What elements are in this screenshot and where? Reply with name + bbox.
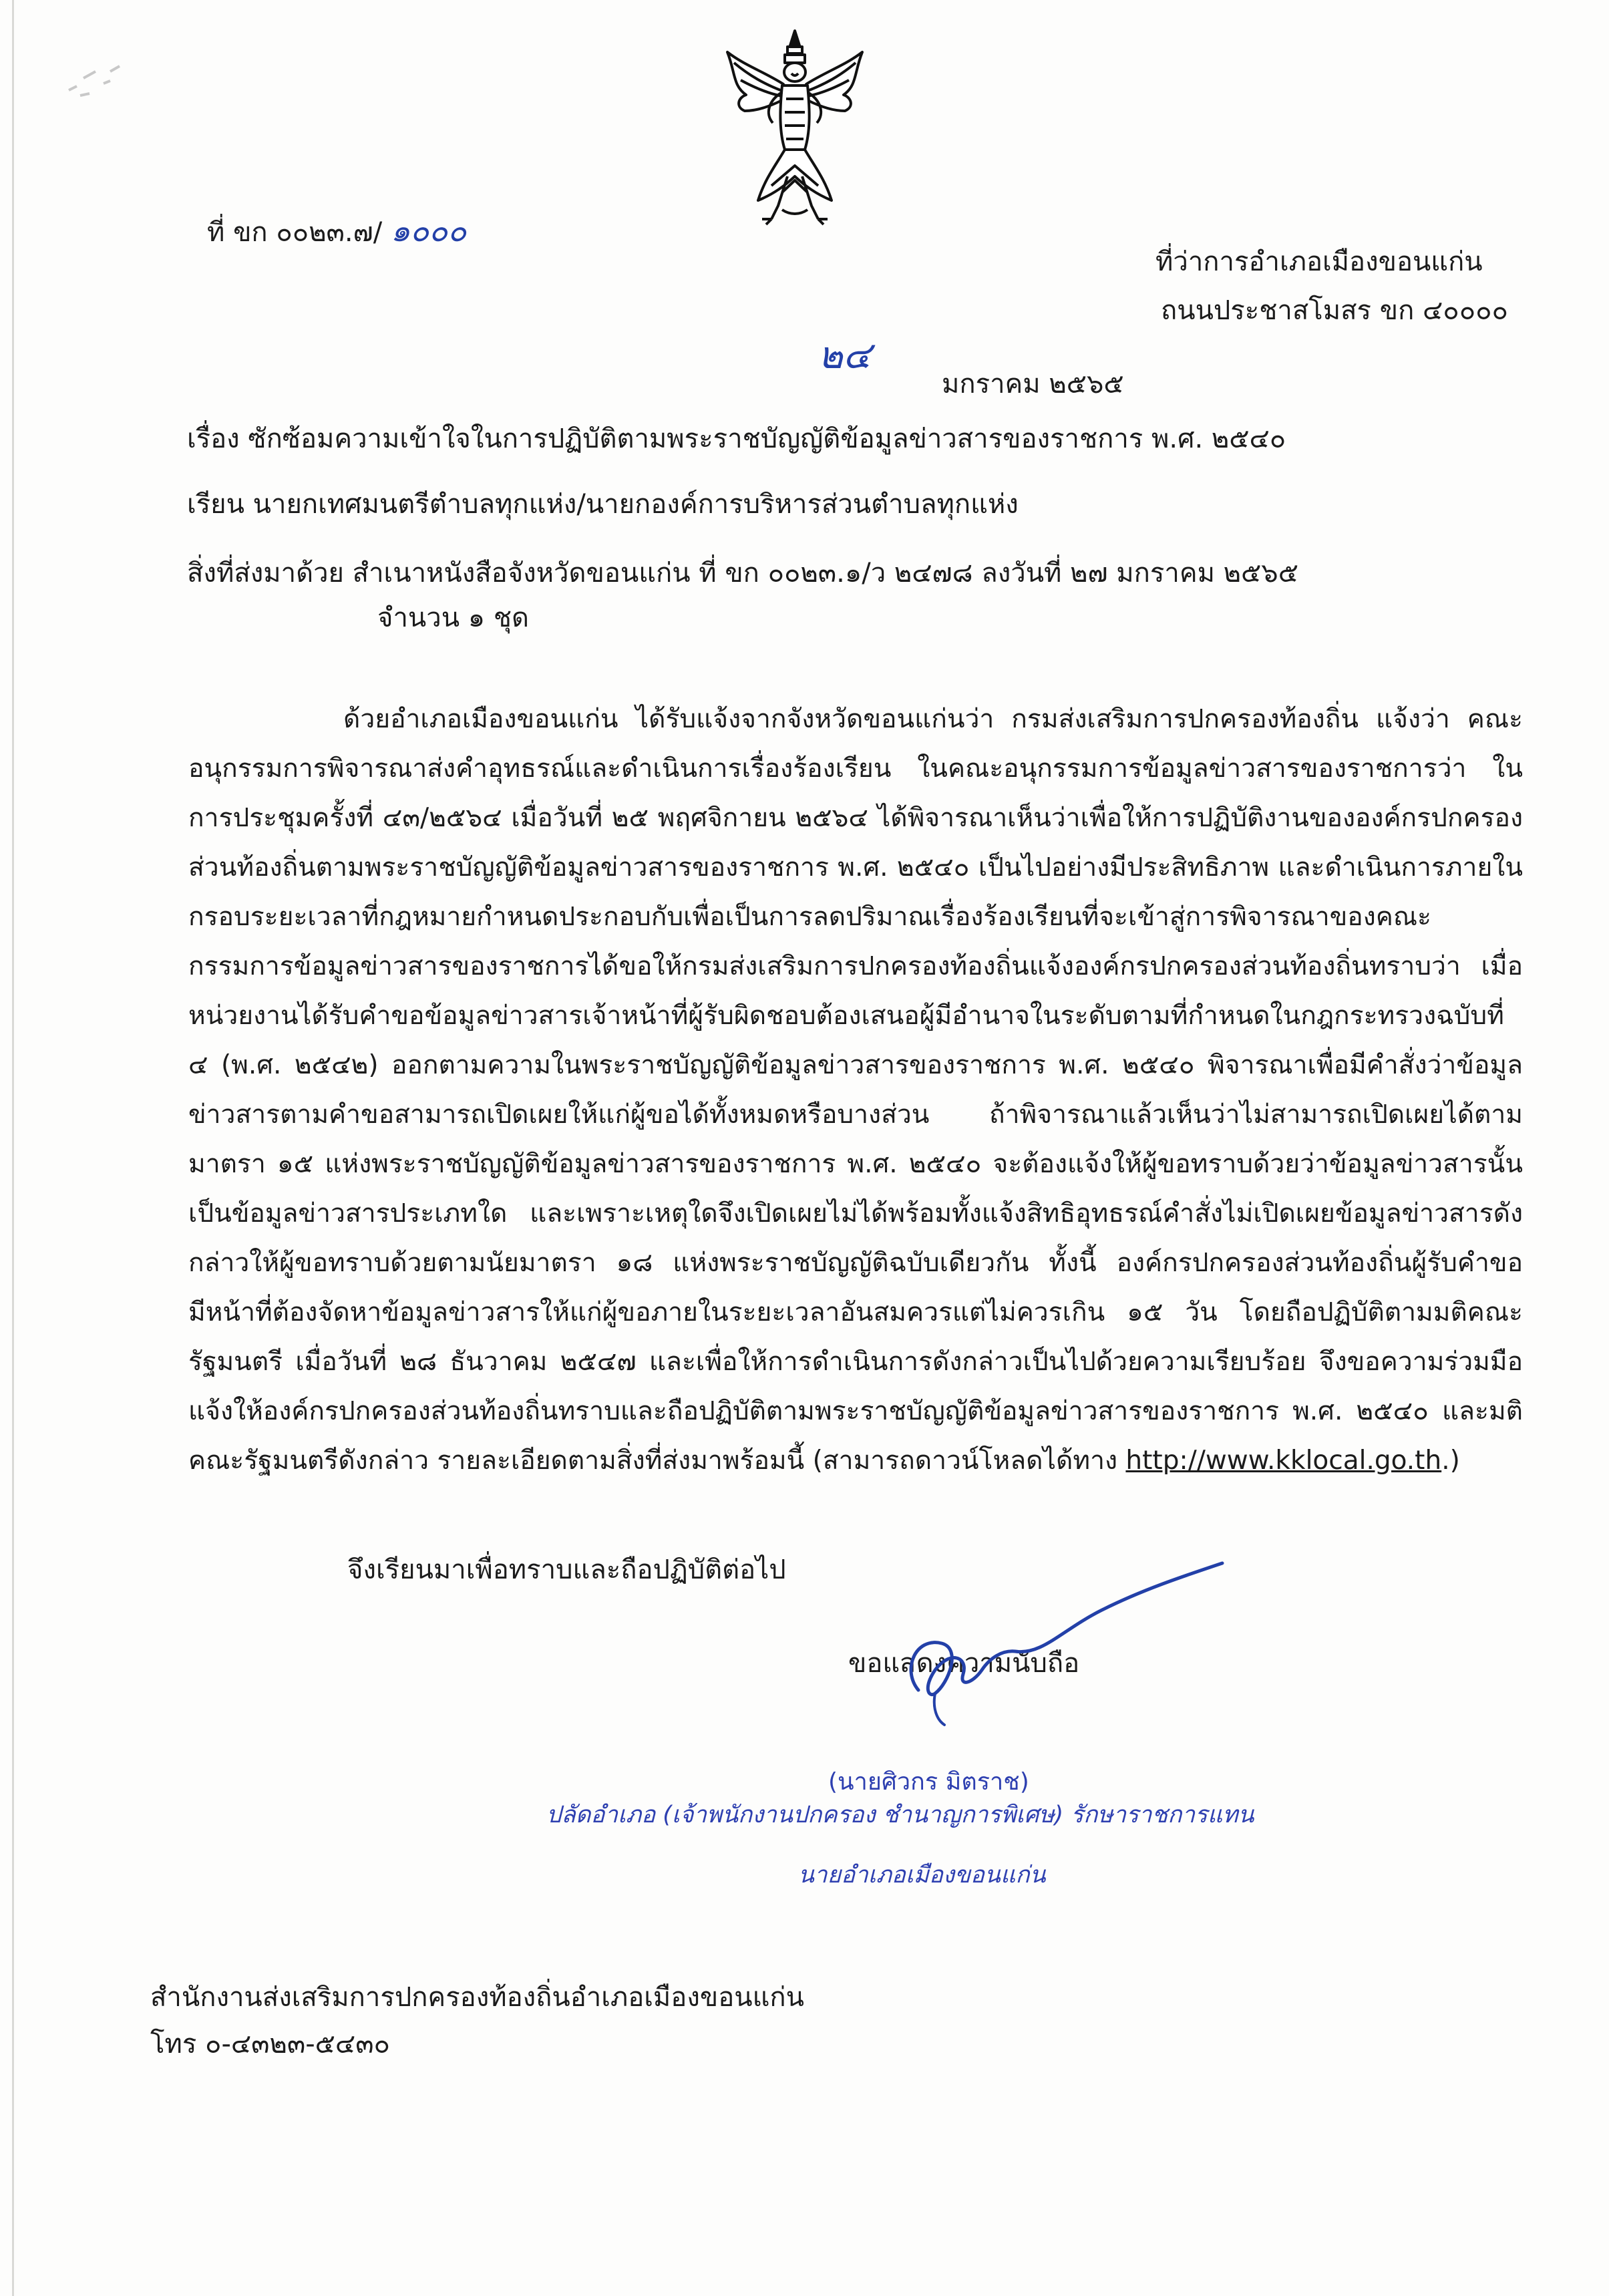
date-day-handwritten: ๒๔ <box>818 334 872 377</box>
letter-body <box>188 695 1523 1486</box>
signatory-name: (นายศิวกร มิตราช) <box>828 1768 1029 1796</box>
handwritten-signature <box>888 1556 1236 1730</box>
garuda-emblem-icon <box>718 25 872 226</box>
body-paragraph-text: ด้วยอำเภอเมืองขอนแก่น ได้รับแจ้งจากจังหวัดขอนแก่นว่า กรมส่งเสริมการปกครองท้องถิ่น แจ้งว่า คณะอนุกรรมการพิจารณาส่งคำอุทธรณ์และดำเนินการเรื่องร้องเรียน ในคณะอนุกรรมการข้อมูลข่าวสารของราชการว่า ในการประชุมครั้งที่ ๔๓/๒๕๖๔ เมื่อวันที่ ๒๕ พฤศจิกายน ๒๕๖๔ ได้พิจารณาเห็นว่าเพื่อให้การปฏิบัติงานขององค์กรปกครองส่วนท้องถิ่นตามพระราชบัญญัติข้อมูลข่าวสารของราชการ พ.ศ. ๒๕๔๐ เป็นไปอย่างมีประสิทธิภาพ และดำเนินการภายในกรอบระยะเวลาที่กฎหมายกำหนดประกอบกับเพื่อเป็นการลดปริมาณเรื่องร้องเรียนที่จะเข้าสู่การพิจารณาของคณะกรรมการข้อมูลข่าวสารของราชการได้ขอให้กรมส่งเสริมการปกครองท้องถิ่นแจ้งองค์กรปกครองส่วนท้องถิ่นทราบว่า เมื่อหน่วยงานได้รับคำขอข้อมูลข่าวสารเจ้าหน้าที่ผู้รับผิดชอบต้องเสนอผู้มีอำนาจในระดับตามที่กำหนดในกฎกระทรวงฉบับที่ ๔ (พ.ศ. ๒๕๔๒) ออกตามความในพระราชบัญญัติข้อมูลข่าวสารของราชการ พ.ศ. ๒๕๔๐ พิจารณาเพื่อมีคำสั่งว่าข้อมูลข่าวสารตามคำขอสามารถเปิดเผยให้แก่ผู้ขอได้ทั้งหมดหรือบางส่วน ถ้าพิจารณาแล้วเห็นว่าไม่สามารถเปิดเผยได้ตามมาตรา ๑๕ แห่งพระราชบัญญัติข้อมูลข่าวสารของราชการ พ.ศ. ๒๕๔๐ จะต้องแจ้งให้ผู้ขอทราบด้วยว่าข้อมูลข่าวสารนั้นเป็นข้อมูลข่าวสารประเภทใด และเพราะเหตุใดจึงเปิดเผยไม่ได้พร้อมทั้งแจ้งสิทธิอุทธรณ์คำสั่งไม่เปิดเผยข้อมูลข่าวสารดังกล่าวให้ผู้ขอทราบด้วยตามนัยมาตรา ๑๘ แห่งพระราชบัญญัติฉบับเดียวกัน ทั้งนี้ องค์กรปกครองส่วนท้องถิ่นผู้รับคำขอมีหน้าที่ต้องจัดหาข้อมูลข่าวสารให้แก่ผู้ขอภายในระยะเวลาอันสมควรแต่ไม่ควรเกิน ๑๕ วัน โดยถือปฏิบัติตามมติคณะรัฐมนตรี เมื่อวันที่ ๒๘ ธันวาคม ๒๕๔๗ และเพื่อให้การดำเนินการดังกล่าวเป็นไปด้วยความเรียบร้อย จึงขอความร่วมมือแจ้งให้องค์กรปกครองส่วนท้องถิ่นทราบและถือปฏิบัติตามพระราชบัญญัติข้อมูลข่าวสารของราชการ พ.ศ. ๒๕๔๐ และมติคณะรัฐมนตรีดังกล่าว รายละเอียดตามสิ่งที่ส่งมาพร้อมนี้ (สามารถดาวน์โหลดได้ทาง <box>188 704 1523 1476</box>
page-edge-line <box>12 0 14 2296</box>
reference-number-handwritten: ๑๐๐๐ <box>390 212 467 249</box>
sender-office-address-line2: ถนนประชาสโมสร ขก ๔๐๐๐๐ <box>1161 295 1508 326</box>
letter-subject: เรื่อง ซักซ้อมความเข้าใจในการปฏิบัติตามพระราชบัญญัติข้อมูลข่าวสารของราชการ พ.ศ. ๒๕๔๐ <box>187 424 1286 454</box>
date-month-year: มกราคม ๒๕๖๕ <box>942 369 1124 399</box>
closing-sentence: จึงเรียนมาเพื่อทราบและถือปฏิบัติต่อไป <box>347 1554 786 1585</box>
enclosure-line1: สิ่งที่ส่งมาด้วย สำเนาหนังสือจังหวัดขอนแก่น ที่ ขก ๐๐๒๓.๑/ว ๒๔๗๘ ลงวันที่ ๒๗ มกราคม ๒๕๖๕ <box>187 558 1298 589</box>
sender-office-address-line1: ที่ว่าการอำเภอเมืองขอนแก่น <box>1155 247 1483 277</box>
regards-line: ขอแสดงความนับถือ <box>848 1648 1080 1679</box>
signatory-position-line2: นายอำเภอเมืองขอนแก่น <box>798 1862 1046 1889</box>
footer-office: สำนักงานส่งเสริมการปกครองท้องถิ่นอำเภอเมืองขอนแก่น <box>150 1982 804 2013</box>
letter-recipient: เรียน นายกเทศมนตรีตำบลทุกแห่ง/นายกองค์การบริหารส่วนตำบลทุกแห่ง <box>187 489 1019 520</box>
signatory-position-line1: ปลัดอำเภอ (เจ้าพนักงานปกครอง ชำนาญการพิเศษ) รักษาราชการแทน <box>546 1802 1254 1828</box>
reference-number <box>207 212 467 249</box>
body-paragraph-end: .) <box>1441 1446 1460 1476</box>
scan-speck-marks <box>63 63 137 104</box>
footer-phone: โทร ๐-๔๓๒๓-๕๔๓๐ <box>150 2029 390 2060</box>
enclosure-line2: จำนวน ๑ ชุด <box>377 603 529 633</box>
kklocal-website-link[interactable]: http://www.kklocal.go.th <box>1125 1446 1442 1476</box>
reference-label: ที่ ขก ๐๐๒๓.๗/ <box>207 217 383 248</box>
